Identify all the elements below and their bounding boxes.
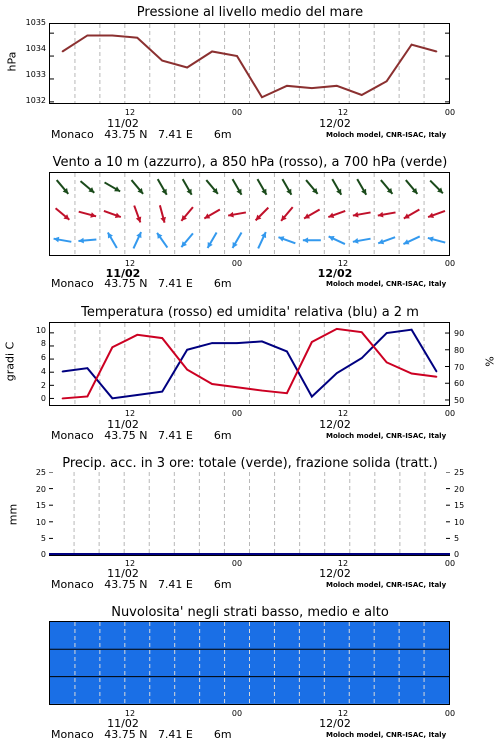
temperature-line-point — [62, 398, 64, 400]
loc-lat: 43.75 N — [104, 578, 148, 591]
pressure-line-point — [311, 87, 313, 89]
temp-ytick: 10 — [35, 326, 46, 335]
wind-arrow-w700 — [406, 180, 418, 194]
x-date: 11/02 — [105, 267, 141, 280]
wind-arrow-w700 — [357, 179, 366, 195]
wind-arrow-w10 — [329, 236, 345, 244]
cloud-cell-alto — [75, 622, 100, 649]
cloud-cell-alto — [125, 622, 150, 649]
loc-lon: 7.41 E — [157, 578, 193, 591]
plot-precip-svg — [49, 472, 450, 555]
temperature-line-point — [161, 337, 163, 339]
precip-ylabel: mm — [6, 503, 20, 526]
loc-alt: 6m — [213, 429, 232, 442]
cloud-plot-area — [49, 621, 450, 705]
cloud-cell-medio — [424, 649, 449, 676]
cloud-cell-alto — [200, 622, 225, 649]
wind-arrow-w700 — [131, 180, 143, 194]
pressure-line-point — [261, 96, 263, 98]
wind-arrow-w10 — [403, 236, 419, 244]
precip-ytick: 25 — [35, 468, 46, 477]
cloud-cell-medio — [175, 649, 200, 676]
pressure-line-point — [112, 35, 114, 37]
pressure-line-point — [62, 51, 64, 53]
pressure-ylabel: hPa — [5, 51, 19, 72]
humidity-ytick: 80 — [454, 346, 465, 355]
model-credit: Moloch model, CNR-ISAC, Italy — [326, 731, 447, 739]
wind-panel — [0, 150, 500, 290]
humidity-line-point — [411, 329, 413, 331]
temperature-line-point — [361, 331, 363, 333]
wind-arrow-w700 — [257, 179, 266, 195]
cloud-cell-alto — [150, 622, 175, 649]
temperature-line-point — [411, 373, 413, 375]
wind-arrow-w10 — [54, 237, 72, 243]
cloud-panel — [0, 600, 500, 750]
humidity-line-point — [386, 332, 388, 334]
loc-name: Monaco — [51, 578, 94, 591]
model-credit: Moloch model, CNR-ISAC, Italy — [326, 131, 447, 139]
pressure-line-point — [411, 44, 413, 46]
cloud-cell-basso — [225, 677, 250, 704]
x-date: 12/02 — [319, 418, 351, 431]
wind-arrow-w10 — [133, 232, 141, 248]
wind-arrow-w700 — [183, 179, 192, 195]
cloud-cell-alto — [399, 622, 424, 649]
cloud-cell-basso — [274, 677, 299, 704]
precip-panel — [0, 450, 500, 595]
x-date: 11/02 — [107, 418, 139, 431]
cloud-cell-medio — [299, 649, 324, 676]
location-info — [51, 728, 232, 741]
cloud-cell-alto — [299, 622, 324, 649]
cloud-cell-basso — [324, 677, 349, 704]
cloud-cell-alto — [100, 622, 125, 649]
temperature-line-point — [311, 341, 313, 343]
x-tick: 12 — [124, 409, 136, 418]
humidity-line-point — [286, 351, 288, 353]
wind-arrow-w10 — [258, 232, 266, 248]
plot-wind-svg — [50, 173, 449, 255]
humidity-line-point — [236, 342, 238, 344]
precip-plot-area — [49, 472, 450, 556]
x-tick: 00 — [231, 259, 243, 268]
wind-arrow-w850 — [204, 210, 220, 219]
wind-arrow-w850 — [181, 207, 193, 221]
cloud-cell-basso — [424, 677, 449, 704]
wind-arrow-w10 — [108, 232, 117, 248]
wind-arrow-w10 — [181, 233, 193, 247]
x-tick: 00 — [444, 709, 456, 718]
wind-arrow-w10 — [208, 232, 217, 248]
pressure-title: Pressione al livello medio del mare — [136, 5, 364, 20]
wind-arrow-w700 — [306, 180, 318, 194]
cloud-cell-basso — [200, 677, 225, 704]
wind-arrow-w700 — [81, 181, 95, 193]
model-credit: Moloch model, CNR-ISAC, Italy — [326, 581, 447, 589]
plot-temp-svg — [50, 323, 449, 405]
humidity-line-point — [112, 398, 114, 400]
wind-arrow-w850 — [304, 210, 320, 219]
cloud-cell-medio — [225, 649, 250, 676]
precip-ytick-right: 25 — [454, 468, 465, 477]
cloud-cell-medio — [324, 649, 349, 676]
precip-ytick: 0 — [40, 550, 46, 559]
wind-arrow-w10 — [78, 238, 96, 244]
humidity-ytick: 70 — [454, 363, 465, 372]
humidity-line-point — [161, 391, 163, 393]
cloud-cell-alto — [250, 622, 275, 649]
temperature-line-point — [87, 396, 89, 398]
wind-arrow-w10 — [428, 236, 445, 242]
loc-lat: 43.75 N — [104, 429, 148, 442]
humidity-line-point — [311, 396, 313, 398]
cloud-cell-basso — [50, 677, 75, 704]
humidity-ytick: 90 — [454, 329, 465, 338]
humidity-ytick: 50 — [454, 396, 465, 405]
precip-ytick-right: 20 — [454, 485, 465, 494]
wind-arrow-w850 — [160, 205, 166, 222]
cloud-cell-alto — [50, 622, 75, 649]
plot-cloud-svg — [50, 622, 449, 704]
loc-lon: 7.41 E — [157, 128, 193, 141]
x-date: 11/02 — [107, 717, 139, 730]
wind-arrow-w850 — [79, 212, 96, 218]
x-tick: 00 — [444, 409, 456, 418]
temp-ytick: 4 — [40, 367, 46, 376]
pressure-line-point — [436, 51, 438, 53]
cloud-cell-alto — [175, 622, 200, 649]
cloud-cell-alto — [274, 622, 299, 649]
x-tick: 12 — [337, 559, 349, 568]
cloud-cell-basso — [299, 677, 324, 704]
precip-ytick: 5 — [40, 534, 46, 543]
temperature-line-point — [211, 383, 213, 385]
cloud-cell-basso — [125, 677, 150, 704]
wind-arrow-w850 — [228, 212, 246, 218]
wind-arrow-w700 — [430, 181, 443, 194]
pressure-ytick: 1033 — [25, 70, 46, 79]
cloud-cell-alto — [424, 622, 449, 649]
loc-name: Monaco — [51, 277, 94, 290]
model-credit: Moloch model, CNR-ISAC, Italy — [326, 432, 447, 440]
x-tick: 00 — [231, 709, 243, 718]
precip-ytick-right: 0 — [454, 550, 460, 559]
loc-alt: 6m — [213, 578, 232, 591]
x-tick: 00 — [231, 108, 243, 117]
wind-arrow-w700 — [282, 179, 291, 195]
humidity-line-point — [336, 372, 338, 374]
pressure-line-point — [336, 85, 338, 87]
pressure-line-point — [186, 67, 188, 69]
cloud-cell-medio — [150, 649, 175, 676]
humidity-line-point — [62, 371, 64, 373]
humidity-line-point — [136, 394, 138, 396]
loc-alt: 6m — [213, 728, 232, 741]
x-date: 12/02 — [317, 267, 353, 280]
cloud-cell-medio — [200, 649, 225, 676]
humidity-line-point — [211, 342, 213, 344]
cloud-cell-basso — [75, 677, 100, 704]
wind-arrow-w700 — [332, 179, 341, 195]
precip-title: Precip. acc. in 3 ore: totale (verde), frazione solida (tratt.) — [62, 456, 438, 471]
x-tick: 00 — [231, 559, 243, 568]
cloud-cell-alto — [324, 622, 349, 649]
wind-arrow-w10 — [353, 238, 371, 244]
temp-plot-area — [49, 322, 450, 406]
x-tick: 12 — [337, 709, 349, 718]
x-tick: 12 — [337, 409, 349, 418]
model-credit: Moloch model, CNR-ISAC, Italy — [326, 280, 447, 288]
pressure-plot-area — [49, 23, 450, 104]
x-tick: 12 — [337, 108, 349, 117]
wind-arrow-w850 — [428, 211, 445, 218]
temp-title: Temperatura (rosso) ed umidita' relativa (blu) a 2 m — [81, 305, 419, 320]
cloud-cell-basso — [150, 677, 175, 704]
wind-arrow-w850 — [104, 211, 121, 218]
cloud-cell-alto — [225, 622, 250, 649]
cloud-cell-basso — [349, 677, 374, 704]
x-tick: 12 — [124, 709, 136, 718]
x-tick: 12 — [124, 259, 136, 268]
cloud-cell-medio — [399, 649, 424, 676]
cloud-cell-medio — [274, 649, 299, 676]
cloud-cell-alto — [374, 622, 399, 649]
wind-title: Vento a 10 m (azzurro), a 850 hPa (rosso), a 700 hPa (verde) — [52, 155, 448, 170]
temperature-line-point — [286, 392, 288, 394]
location-info — [51, 429, 232, 442]
wind-plot-area — [49, 172, 450, 256]
wind-arrow-w10 — [303, 237, 321, 243]
wind-arrow-w850 — [378, 212, 396, 218]
humidity-ytick: 60 — [454, 379, 465, 388]
pressure-line-point — [236, 55, 238, 57]
temperature-line-point — [236, 386, 238, 388]
temperature-line-point — [186, 369, 188, 371]
pressure-line-point — [386, 80, 388, 82]
humidity-line-point — [436, 371, 438, 373]
precip-ytick: 20 — [35, 485, 46, 494]
loc-name: Monaco — [51, 728, 94, 741]
location-info — [51, 277, 232, 290]
humidity-line-point — [87, 367, 89, 369]
temperature-line-point — [336, 328, 338, 330]
x-tick: 00 — [444, 559, 456, 568]
temperature-line-point — [136, 334, 138, 336]
humidity-line-point — [186, 349, 188, 351]
precip-ytick-right: 15 — [454, 501, 465, 510]
temperature-line-point — [436, 376, 438, 378]
x-tick: 00 — [444, 108, 456, 117]
wind-arrow-w850 — [134, 206, 141, 223]
wind-arrow-w700 — [233, 179, 242, 195]
cloud-cell-basso — [175, 677, 200, 704]
x-date: 12/02 — [319, 567, 351, 580]
precip-ytick: 15 — [35, 501, 46, 510]
temperature-line-point — [112, 346, 114, 348]
pressure-line-point — [161, 60, 163, 62]
temp-ylabel-right: % — [483, 356, 497, 367]
temperature-line-point — [386, 362, 388, 364]
cloud-cell-basso — [250, 677, 275, 704]
cloud-cell-medio — [250, 649, 275, 676]
wind-arrow-w10 — [378, 237, 395, 244]
loc-lon: 7.41 E — [157, 277, 193, 290]
x-date: 12/02 — [319, 117, 351, 130]
temp-panel — [0, 300, 500, 445]
pressure-line-point — [136, 37, 138, 39]
pressure-line-point — [361, 94, 363, 96]
x-date: 12/02 — [319, 717, 351, 730]
wind-arrow-w700 — [158, 179, 167, 195]
cloud-title: Nuvolosita' negli strati basso, medio e alto — [111, 605, 389, 620]
cloud-cell-basso — [399, 677, 424, 704]
x-date: 11/02 — [107, 117, 139, 130]
wind-arrow-w700 — [381, 180, 393, 194]
precip-ytick: 10 — [35, 518, 46, 527]
loc-lat: 43.75 N — [104, 277, 148, 290]
cloud-cell-basso — [374, 677, 399, 704]
wind-arrow-w10 — [233, 232, 242, 248]
x-tick: 00 — [444, 259, 456, 268]
location-info — [51, 578, 232, 591]
plot-pressure-svg — [50, 24, 449, 103]
cloud-cell-medio — [374, 649, 399, 676]
cloud-cell-medio — [100, 649, 125, 676]
wind-arrow-w850 — [328, 211, 345, 218]
humidity-line-point — [261, 341, 263, 343]
loc-lat: 43.75 N — [104, 128, 148, 141]
wind-arrow-w700 — [105, 182, 121, 191]
temp-ytick: 2 — [40, 381, 46, 390]
temp-ytick: 0 — [40, 394, 46, 403]
x-tick: 12 — [337, 259, 349, 268]
precip-ytick-right: 10 — [454, 518, 465, 527]
pressure-line-point — [87, 35, 89, 37]
pressure-line-point — [286, 85, 288, 87]
wind-arrow-w850 — [281, 207, 293, 221]
pressure-panel — [0, 0, 500, 145]
wind-arrow-w850 — [256, 208, 269, 221]
wind-arrow-w850 — [353, 212, 371, 218]
loc-alt: 6m — [213, 277, 232, 290]
wind-arrow-w700 — [206, 180, 218, 194]
temp-ytick: 6 — [40, 353, 46, 362]
cloud-cell-alto — [349, 622, 374, 649]
x-tick: 12 — [124, 559, 136, 568]
loc-name: Monaco — [51, 128, 94, 141]
pressure-line-point — [211, 51, 213, 53]
loc-lon: 7.41 E — [157, 728, 193, 741]
wind-arrow-w700 — [57, 180, 69, 194]
wind-arrow-w850 — [56, 208, 70, 220]
loc-lon: 7.41 E — [157, 429, 193, 442]
temp-ylabel: gradi C — [3, 341, 17, 382]
temp-ytick: 8 — [40, 339, 46, 348]
location-info — [51, 128, 232, 141]
pressure-ytick: 1035 — [25, 18, 46, 27]
cloud-cell-medio — [50, 649, 75, 676]
wind-arrow-w850 — [404, 210, 420, 219]
cloud-cell-basso — [100, 677, 125, 704]
wind-arrow-w10 — [157, 233, 167, 248]
pressure-ytick: 1034 — [25, 44, 46, 53]
precip-ytick-right: 5 — [454, 534, 460, 543]
pressure-ytick: 1032 — [25, 96, 46, 105]
x-tick: 12 — [124, 108, 136, 117]
loc-alt: 6m — [213, 128, 232, 141]
cloud-cell-medio — [125, 649, 150, 676]
temperature-line-point — [261, 390, 263, 392]
humidity-line-point — [361, 357, 363, 359]
cloud-cell-medio — [75, 649, 100, 676]
x-date: 11/02 — [107, 567, 139, 580]
x-tick: 00 — [231, 409, 243, 418]
wind-arrow-w10 — [278, 236, 295, 243]
cloud-cell-medio — [349, 649, 374, 676]
loc-lat: 43.75 N — [104, 728, 148, 741]
loc-name: Monaco — [51, 429, 94, 442]
